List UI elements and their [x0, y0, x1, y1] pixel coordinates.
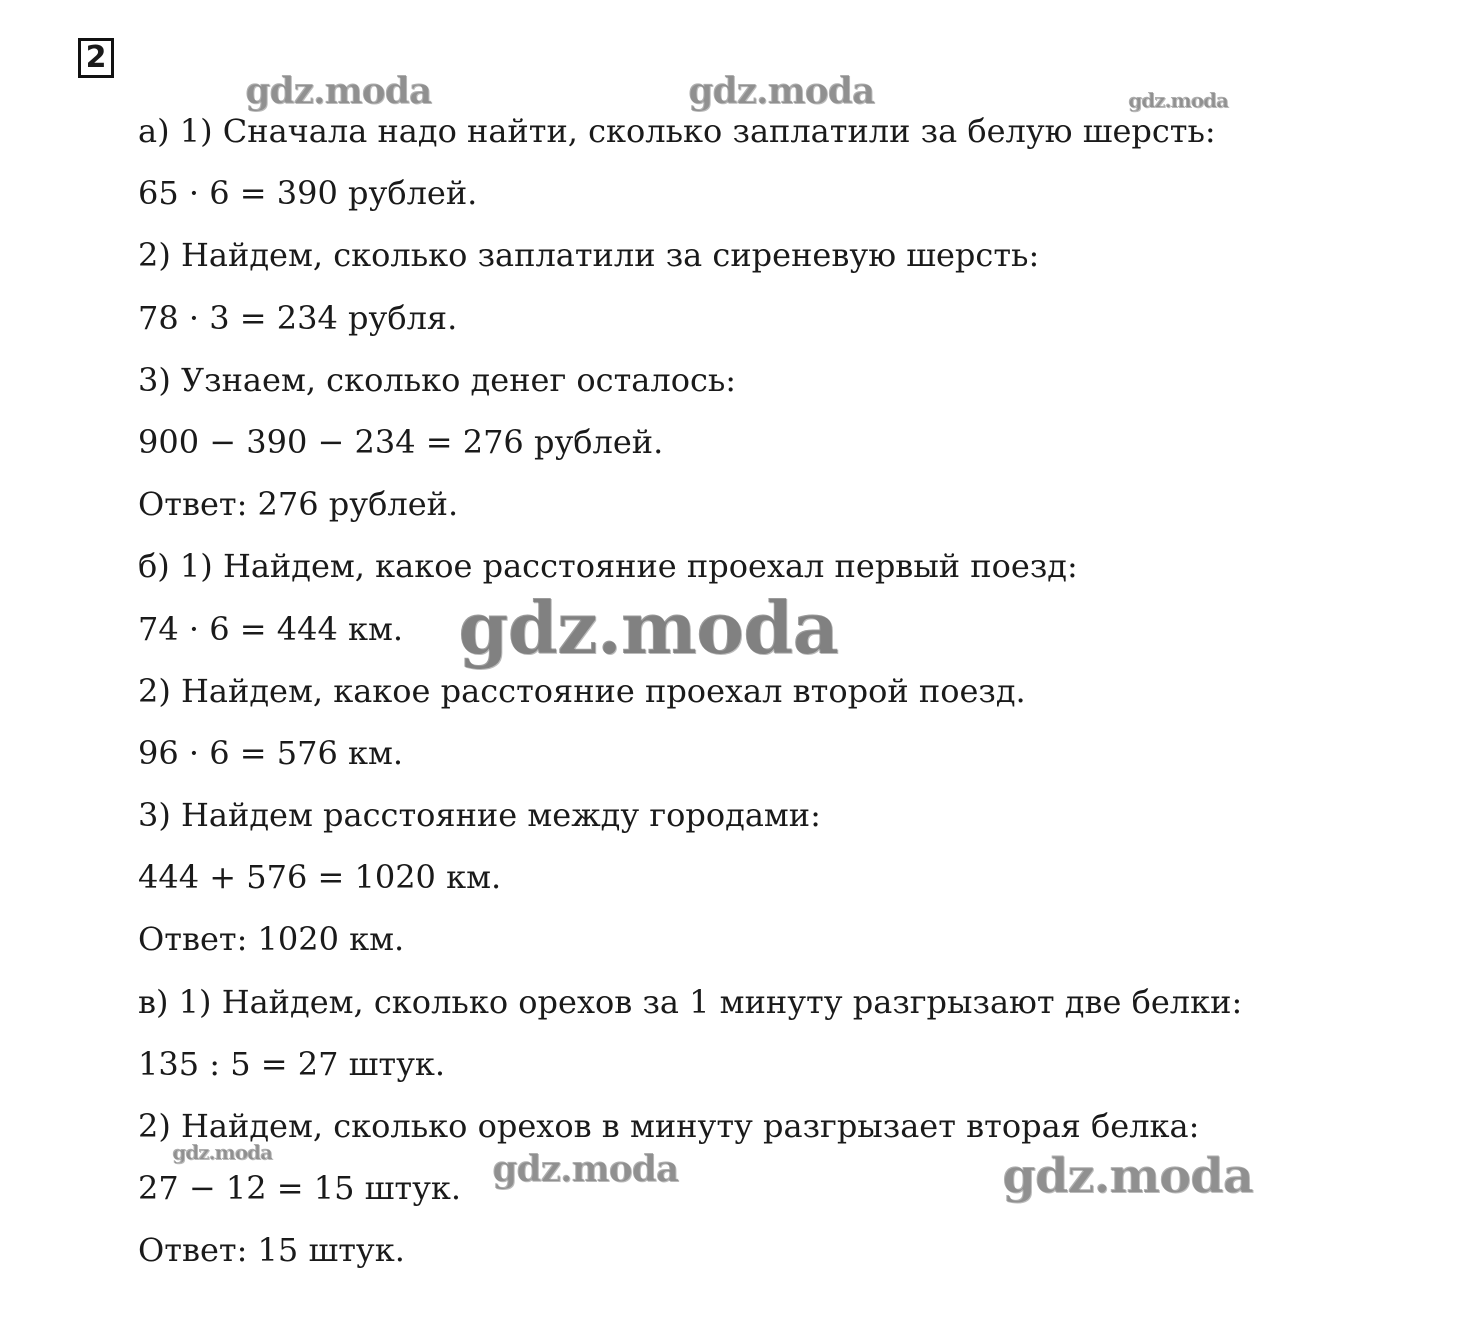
watermark: gdz.moda	[688, 70, 874, 112]
watermark: gdz.moda	[1002, 1148, 1253, 1204]
solution-line: 135 : 5 = 27 штук.	[138, 1044, 446, 1083]
solution-line: 96 · 6 = 576 км.	[138, 733, 404, 772]
watermark: gdz.moda	[492, 1148, 678, 1190]
solution-line: 2) Найдем, сколько орехов в минуту разгрызает вторая белка:	[138, 1107, 1200, 1145]
solution-line: 3) Узнаем, сколько денег осталось:	[138, 360, 737, 399]
answer-line: Ответ: 15 штук.	[138, 1231, 405, 1270]
solution-line: 2) Найдем, сколько заплатили за сиреневую шерсть:	[138, 236, 1040, 275]
solution-line: 78 · 3 = 234 рубля.	[138, 298, 458, 337]
solution-line: а) 1) Сначала надо найти, сколько заплатили за белую шерсть:	[138, 112, 1216, 150]
solution-line: 900 − 390 − 234 = 276 рублей.	[138, 422, 664, 461]
watermark: gdz.moda	[245, 70, 431, 112]
solution-line: в) 1) Найдем, сколько орехов за 1 минуту разгрызают две белки:	[138, 982, 1243, 1021]
solution-line: 27 − 12 = 15 штук.	[138, 1169, 462, 1208]
answer-line: Ответ: 276 рублей.	[138, 485, 459, 524]
solution-text	[138, 100, 1338, 1282]
task-number-box: 2	[78, 38, 114, 78]
watermark: gdz.moda	[1128, 88, 1228, 112]
solution-line: 444 + 576 = 1020 км.	[138, 858, 502, 897]
watermark: gdz.moda	[458, 585, 838, 670]
solution-line: 2) Найдем, какое расстояние проехал второй поезд.	[138, 671, 1026, 710]
solution-line: 74 · 6 = 444 км.	[138, 609, 404, 648]
solution-line: 3) Найдем расстояние между городами:	[138, 796, 821, 835]
answer-line: Ответ: 1020 км.	[138, 920, 405, 959]
watermark: gdz.moda	[172, 1140, 272, 1164]
solution-line: б) 1) Найдем, какое расстояние проехал первый поезд:	[138, 547, 1078, 586]
solution-line: 65 · 6 = 390 рублей.	[138, 174, 478, 213]
